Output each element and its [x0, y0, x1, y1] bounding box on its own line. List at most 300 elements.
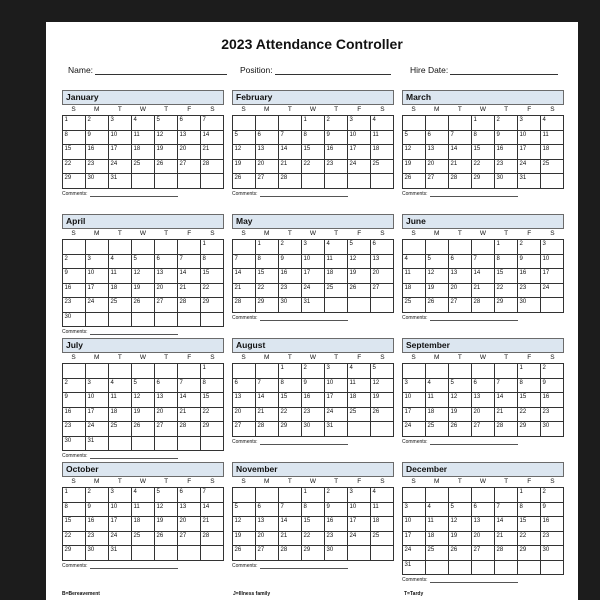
- comments-field[interactable]: [232, 439, 394, 445]
- day-cell[interactable]: 16: [541, 517, 564, 532]
- day-cell[interactable]: 27: [256, 546, 279, 561]
- day-cell[interactable]: 28: [495, 546, 518, 561]
- day-cell[interactable]: 16: [495, 145, 518, 160]
- day-cell[interactable]: 11: [348, 379, 371, 394]
- day-cell[interactable]: 12: [426, 269, 449, 284]
- day-cell[interactable]: 18: [348, 393, 371, 408]
- day-cell[interactable]: 22: [518, 532, 541, 547]
- day-cell[interactable]: 19: [132, 284, 155, 299]
- day-cell[interactable]: 1: [302, 116, 325, 131]
- day-cell[interactable]: 2: [495, 116, 518, 131]
- day-cell[interactable]: 8: [279, 379, 302, 394]
- day-cell[interactable]: 18: [132, 517, 155, 532]
- day-cell[interactable]: 12: [233, 145, 256, 160]
- day-cell[interactable]: 26: [233, 174, 256, 189]
- name-field[interactable]: [68, 65, 227, 75]
- day-cell[interactable]: 31: [109, 174, 132, 189]
- day-cell[interactable]: 15: [518, 393, 541, 408]
- day-cell[interactable]: 19: [426, 284, 449, 299]
- day-cell[interactable]: 4: [371, 488, 394, 503]
- day-cell[interactable]: 30: [518, 298, 541, 313]
- day-cell[interactable]: 27: [426, 174, 449, 189]
- day-cell[interactable]: 24: [403, 422, 426, 437]
- day-cell[interactable]: 25: [371, 160, 394, 175]
- day-cell[interactable]: 28: [472, 298, 495, 313]
- day-cell[interactable]: 19: [449, 408, 472, 423]
- day-cell[interactable]: 7: [495, 379, 518, 394]
- day-cell[interactable]: 15: [495, 269, 518, 284]
- day-cell[interactable]: 30: [302, 422, 325, 437]
- day-cell[interactable]: 5: [449, 379, 472, 394]
- day-cell[interactable]: 9: [63, 393, 86, 408]
- day-cell[interactable]: 25: [371, 532, 394, 547]
- day-cell[interactable]: 26: [233, 546, 256, 561]
- day-cell[interactable]: 30: [541, 422, 564, 437]
- day-cell[interactable]: 12: [371, 379, 394, 394]
- day-cell[interactable]: 3: [109, 116, 132, 131]
- day-cell[interactable]: 26: [449, 422, 472, 437]
- day-cell[interactable]: 20: [155, 408, 178, 423]
- day-cell[interactable]: 8: [472, 131, 495, 146]
- day-cell[interactable]: 5: [132, 379, 155, 394]
- day-cell[interactable]: 6: [449, 255, 472, 270]
- day-cell[interactable]: 16: [63, 408, 86, 423]
- day-cell[interactable]: 28: [233, 298, 256, 313]
- day-cell[interactable]: 3: [302, 240, 325, 255]
- day-cell[interactable]: 3: [348, 116, 371, 131]
- day-cell[interactable]: 8: [256, 255, 279, 270]
- day-cell[interactable]: 21: [449, 160, 472, 175]
- day-cell[interactable]: 13: [256, 517, 279, 532]
- day-cell[interactable]: 9: [302, 379, 325, 394]
- day-cell[interactable]: 17: [302, 269, 325, 284]
- day-cell[interactable]: 28: [201, 160, 224, 175]
- day-cell[interactable]: 9: [495, 131, 518, 146]
- day-cell[interactable]: 18: [371, 517, 394, 532]
- comments-field[interactable]: [62, 191, 224, 197]
- day-cell[interactable]: 27: [155, 298, 178, 313]
- day-cell[interactable]: 27: [371, 284, 394, 299]
- day-cell[interactable]: 18: [403, 284, 426, 299]
- day-cell[interactable]: 5: [233, 131, 256, 146]
- day-cell[interactable]: 14: [472, 269, 495, 284]
- day-cell[interactable]: 28: [495, 422, 518, 437]
- day-cell[interactable]: 20: [178, 517, 201, 532]
- hire-date-line[interactable]: [450, 65, 558, 75]
- day-cell[interactable]: 15: [63, 145, 86, 160]
- day-cell[interactable]: 1: [302, 488, 325, 503]
- day-cell[interactable]: 9: [279, 255, 302, 270]
- day-cell[interactable]: 10: [86, 269, 109, 284]
- day-cell[interactable]: 7: [279, 131, 302, 146]
- day-cell[interactable]: 28: [449, 174, 472, 189]
- day-cell[interactable]: 22: [63, 532, 86, 547]
- day-cell[interactable]: 7: [449, 131, 472, 146]
- day-cell[interactable]: 28: [279, 546, 302, 561]
- day-cell[interactable]: 11: [426, 517, 449, 532]
- day-cell[interactable]: 21: [201, 145, 224, 160]
- day-cell[interactable]: 15: [302, 517, 325, 532]
- day-cell[interactable]: 13: [472, 517, 495, 532]
- day-cell[interactable]: 17: [403, 408, 426, 423]
- day-cell[interactable]: 27: [233, 422, 256, 437]
- day-cell[interactable]: 31: [109, 546, 132, 561]
- day-cell[interactable]: 15: [63, 517, 86, 532]
- day-cell[interactable]: 6: [155, 255, 178, 270]
- day-cell[interactable]: 1: [279, 364, 302, 379]
- day-cell[interactable]: 19: [449, 532, 472, 547]
- day-cell[interactable]: 11: [132, 131, 155, 146]
- day-cell[interactable]: 16: [279, 269, 302, 284]
- day-cell[interactable]: 24: [86, 298, 109, 313]
- day-cell[interactable]: 5: [449, 503, 472, 518]
- day-cell[interactable]: 26: [155, 160, 178, 175]
- day-cell[interactable]: 29: [279, 422, 302, 437]
- day-cell[interactable]: 3: [403, 503, 426, 518]
- day-cell[interactable]: 31: [325, 422, 348, 437]
- day-cell[interactable]: 17: [348, 145, 371, 160]
- day-cell[interactable]: 26: [426, 298, 449, 313]
- day-cell[interactable]: 25: [132, 160, 155, 175]
- day-cell[interactable]: 30: [325, 546, 348, 561]
- day-cell[interactable]: 20: [233, 408, 256, 423]
- day-cell[interactable]: 30: [495, 174, 518, 189]
- day-cell[interactable]: 25: [426, 422, 449, 437]
- day-cell[interactable]: 11: [109, 393, 132, 408]
- day-cell[interactable]: 8: [201, 379, 224, 394]
- day-cell[interactable]: 30: [63, 313, 86, 328]
- day-cell[interactable]: 26: [449, 546, 472, 561]
- day-cell[interactable]: 6: [256, 503, 279, 518]
- day-cell[interactable]: 14: [449, 145, 472, 160]
- day-cell[interactable]: 2: [541, 488, 564, 503]
- day-cell[interactable]: 27: [472, 546, 495, 561]
- day-cell[interactable]: 10: [518, 131, 541, 146]
- day-cell[interactable]: 4: [371, 116, 394, 131]
- day-cell[interactable]: 8: [63, 131, 86, 146]
- day-cell[interactable]: 30: [541, 546, 564, 561]
- day-cell[interactable]: 6: [178, 488, 201, 503]
- day-cell[interactable]: 1: [63, 116, 86, 131]
- comments-line[interactable]: [430, 439, 518, 445]
- day-cell[interactable]: 14: [178, 393, 201, 408]
- day-cell[interactable]: 20: [256, 532, 279, 547]
- day-cell[interactable]: 20: [178, 145, 201, 160]
- day-cell[interactable]: 16: [86, 517, 109, 532]
- comments-line[interactable]: [430, 577, 518, 583]
- day-cell[interactable]: 31: [403, 561, 426, 576]
- day-cell[interactable]: 29: [201, 298, 224, 313]
- day-cell[interactable]: 23: [541, 408, 564, 423]
- day-cell[interactable]: 21: [279, 160, 302, 175]
- day-cell[interactable]: 14: [495, 393, 518, 408]
- day-cell[interactable]: 4: [132, 116, 155, 131]
- day-cell[interactable]: 1: [63, 488, 86, 503]
- day-cell[interactable]: 2: [63, 379, 86, 394]
- day-cell[interactable]: 16: [63, 284, 86, 299]
- day-cell[interactable]: 22: [256, 284, 279, 299]
- day-cell[interactable]: 12: [348, 255, 371, 270]
- day-cell[interactable]: 17: [86, 284, 109, 299]
- day-cell[interactable]: 13: [449, 269, 472, 284]
- day-cell[interactable]: 23: [279, 284, 302, 299]
- day-cell[interactable]: 17: [109, 517, 132, 532]
- comments-line[interactable]: [90, 453, 178, 459]
- day-cell[interactable]: 8: [495, 255, 518, 270]
- day-cell[interactable]: 9: [86, 503, 109, 518]
- day-cell[interactable]: 17: [325, 393, 348, 408]
- day-cell[interactable]: 16: [86, 145, 109, 160]
- day-cell[interactable]: 12: [132, 393, 155, 408]
- day-cell[interactable]: 29: [63, 546, 86, 561]
- day-cell[interactable]: 3: [518, 116, 541, 131]
- day-cell[interactable]: 9: [325, 131, 348, 146]
- day-cell[interactable]: 10: [348, 503, 371, 518]
- day-cell[interactable]: 21: [201, 517, 224, 532]
- day-cell[interactable]: 24: [302, 284, 325, 299]
- day-cell[interactable]: 27: [178, 532, 201, 547]
- day-cell[interactable]: 29: [472, 174, 495, 189]
- day-cell[interactable]: 5: [348, 240, 371, 255]
- day-cell[interactable]: 4: [132, 488, 155, 503]
- day-cell[interactable]: 21: [279, 532, 302, 547]
- day-cell[interactable]: 22: [201, 408, 224, 423]
- day-cell[interactable]: 20: [426, 160, 449, 175]
- day-cell[interactable]: 13: [155, 269, 178, 284]
- day-cell[interactable]: 29: [495, 298, 518, 313]
- comments-field[interactable]: [402, 191, 564, 197]
- day-cell[interactable]: 15: [256, 269, 279, 284]
- day-cell[interactable]: 19: [233, 160, 256, 175]
- day-cell[interactable]: 16: [518, 269, 541, 284]
- day-cell[interactable]: 25: [426, 546, 449, 561]
- day-cell[interactable]: 17: [109, 145, 132, 160]
- comments-line[interactable]: [430, 315, 518, 321]
- day-cell[interactable]: 24: [109, 160, 132, 175]
- day-cell[interactable]: 23: [86, 160, 109, 175]
- day-cell[interactable]: 24: [109, 532, 132, 547]
- day-cell[interactable]: 15: [472, 145, 495, 160]
- comments-line[interactable]: [90, 563, 178, 569]
- day-cell[interactable]: 9: [86, 131, 109, 146]
- comments-field[interactable]: [62, 329, 224, 335]
- day-cell[interactable]: 30: [86, 546, 109, 561]
- comments-field[interactable]: [232, 191, 394, 197]
- day-cell[interactable]: 14: [201, 503, 224, 518]
- day-cell[interactable]: 24: [86, 422, 109, 437]
- day-cell[interactable]: 7: [178, 379, 201, 394]
- day-cell[interactable]: 7: [178, 255, 201, 270]
- day-cell[interactable]: 15: [201, 269, 224, 284]
- day-cell[interactable]: 22: [518, 408, 541, 423]
- day-cell[interactable]: 8: [302, 131, 325, 146]
- day-cell[interactable]: 19: [348, 269, 371, 284]
- day-cell[interactable]: 22: [302, 532, 325, 547]
- day-cell[interactable]: 10: [109, 503, 132, 518]
- day-cell[interactable]: 27: [256, 174, 279, 189]
- day-cell[interactable]: 21: [495, 408, 518, 423]
- day-cell[interactable]: 7: [201, 116, 224, 131]
- day-cell[interactable]: 29: [201, 422, 224, 437]
- day-cell[interactable]: 5: [403, 131, 426, 146]
- comments-line[interactable]: [260, 191, 348, 197]
- day-cell[interactable]: 28: [178, 298, 201, 313]
- day-cell[interactable]: 18: [541, 145, 564, 160]
- day-cell[interactable]: 18: [325, 269, 348, 284]
- day-cell[interactable]: 11: [426, 393, 449, 408]
- day-cell[interactable]: 14: [233, 269, 256, 284]
- day-cell[interactable]: 13: [178, 503, 201, 518]
- day-cell[interactable]: 26: [371, 408, 394, 423]
- day-cell[interactable]: 3: [403, 379, 426, 394]
- day-cell[interactable]: 3: [109, 488, 132, 503]
- day-cell[interactable]: 3: [86, 379, 109, 394]
- day-cell[interactable]: 6: [426, 131, 449, 146]
- day-cell[interactable]: 6: [371, 240, 394, 255]
- day-cell[interactable]: 28: [256, 422, 279, 437]
- day-cell[interactable]: 13: [233, 393, 256, 408]
- day-cell[interactable]: 16: [302, 393, 325, 408]
- day-cell[interactable]: 25: [325, 284, 348, 299]
- comments-line[interactable]: [90, 329, 178, 335]
- day-cell[interactable]: 6: [472, 379, 495, 394]
- day-cell[interactable]: 25: [109, 298, 132, 313]
- comments-field[interactable]: [402, 439, 564, 445]
- day-cell[interactable]: 31: [518, 174, 541, 189]
- day-cell[interactable]: 23: [302, 408, 325, 423]
- day-cell[interactable]: 26: [403, 174, 426, 189]
- day-cell[interactable]: 6: [233, 379, 256, 394]
- day-cell[interactable]: 4: [325, 240, 348, 255]
- day-cell[interactable]: 2: [302, 364, 325, 379]
- day-cell[interactable]: 19: [132, 408, 155, 423]
- day-cell[interactable]: 25: [403, 298, 426, 313]
- day-cell[interactable]: 12: [132, 269, 155, 284]
- day-cell[interactable]: 7: [256, 379, 279, 394]
- day-cell[interactable]: 24: [518, 160, 541, 175]
- day-cell[interactable]: 5: [371, 364, 394, 379]
- day-cell[interactable]: 26: [155, 532, 178, 547]
- day-cell[interactable]: 24: [348, 532, 371, 547]
- day-cell[interactable]: 13: [371, 255, 394, 270]
- day-cell[interactable]: 12: [155, 131, 178, 146]
- day-cell[interactable]: 20: [449, 284, 472, 299]
- day-cell[interactable]: 6: [472, 503, 495, 518]
- day-cell[interactable]: 26: [132, 298, 155, 313]
- day-cell[interactable]: 17: [541, 269, 564, 284]
- day-cell[interactable]: 27: [472, 422, 495, 437]
- day-cell[interactable]: 14: [279, 145, 302, 160]
- day-cell[interactable]: 5: [426, 255, 449, 270]
- day-cell[interactable]: 30: [86, 174, 109, 189]
- day-cell[interactable]: 17: [518, 145, 541, 160]
- day-cell[interactable]: 29: [63, 174, 86, 189]
- day-cell[interactable]: 18: [371, 145, 394, 160]
- day-cell[interactable]: 27: [178, 160, 201, 175]
- day-cell[interactable]: 4: [426, 503, 449, 518]
- comments-line[interactable]: [260, 563, 348, 569]
- day-cell[interactable]: 27: [449, 298, 472, 313]
- day-cell[interactable]: 20: [472, 532, 495, 547]
- day-cell[interactable]: 14: [495, 517, 518, 532]
- day-cell[interactable]: 11: [371, 503, 394, 518]
- day-cell[interactable]: 17: [348, 517, 371, 532]
- comments-line[interactable]: [260, 439, 348, 445]
- day-cell[interactable]: 23: [63, 298, 86, 313]
- day-cell[interactable]: 12: [449, 517, 472, 532]
- day-cell[interactable]: 16: [541, 393, 564, 408]
- day-cell[interactable]: 24: [403, 546, 426, 561]
- day-cell[interactable]: 20: [256, 160, 279, 175]
- day-cell[interactable]: 22: [495, 284, 518, 299]
- day-cell[interactable]: 23: [86, 532, 109, 547]
- position-field[interactable]: [240, 65, 391, 75]
- day-cell[interactable]: 12: [449, 393, 472, 408]
- day-cell[interactable]: 3: [348, 488, 371, 503]
- day-cell[interactable]: 10: [302, 255, 325, 270]
- day-cell[interactable]: 25: [541, 160, 564, 175]
- name-line[interactable]: [95, 65, 227, 75]
- day-cell[interactable]: 23: [325, 160, 348, 175]
- day-cell[interactable]: 13: [155, 393, 178, 408]
- day-cell[interactable]: 7: [201, 488, 224, 503]
- day-cell[interactable]: 5: [155, 116, 178, 131]
- day-cell[interactable]: 29: [256, 298, 279, 313]
- day-cell[interactable]: 25: [109, 422, 132, 437]
- day-cell[interactable]: 21: [178, 284, 201, 299]
- day-cell[interactable]: 11: [403, 269, 426, 284]
- day-cell[interactable]: 2: [518, 240, 541, 255]
- day-cell[interactable]: 20: [155, 284, 178, 299]
- day-cell[interactable]: 21: [256, 408, 279, 423]
- day-cell[interactable]: 7: [472, 255, 495, 270]
- day-cell[interactable]: 14: [201, 131, 224, 146]
- day-cell[interactable]: 29: [302, 546, 325, 561]
- day-cell[interactable]: 19: [233, 532, 256, 547]
- day-cell[interactable]: 9: [325, 503, 348, 518]
- hire-date-field[interactable]: [410, 65, 558, 75]
- day-cell[interactable]: 2: [86, 488, 109, 503]
- day-cell[interactable]: 16: [325, 145, 348, 160]
- day-cell[interactable]: 14: [256, 393, 279, 408]
- day-cell[interactable]: 4: [348, 364, 371, 379]
- day-cell[interactable]: 8: [518, 503, 541, 518]
- day-cell[interactable]: 11: [132, 503, 155, 518]
- day-cell[interactable]: 10: [403, 393, 426, 408]
- day-cell[interactable]: 6: [256, 131, 279, 146]
- day-cell[interactable]: 18: [132, 145, 155, 160]
- day-cell[interactable]: 1: [201, 364, 224, 379]
- day-cell[interactable]: 22: [279, 408, 302, 423]
- day-cell[interactable]: 19: [155, 145, 178, 160]
- day-cell[interactable]: 4: [541, 116, 564, 131]
- day-cell[interactable]: 2: [541, 364, 564, 379]
- day-cell[interactable]: 12: [403, 145, 426, 160]
- day-cell[interactable]: 2: [325, 488, 348, 503]
- day-cell[interactable]: 28: [178, 422, 201, 437]
- day-cell[interactable]: 8: [518, 379, 541, 394]
- day-cell[interactable]: 5: [132, 255, 155, 270]
- day-cell[interactable]: 15: [302, 145, 325, 160]
- day-cell[interactable]: 19: [155, 517, 178, 532]
- day-cell[interactable]: 11: [325, 255, 348, 270]
- day-cell[interactable]: 22: [63, 160, 86, 175]
- day-cell[interactable]: 22: [201, 284, 224, 299]
- day-cell[interactable]: 23: [495, 160, 518, 175]
- day-cell[interactable]: 10: [86, 393, 109, 408]
- day-cell[interactable]: 11: [109, 269, 132, 284]
- day-cell[interactable]: 23: [325, 532, 348, 547]
